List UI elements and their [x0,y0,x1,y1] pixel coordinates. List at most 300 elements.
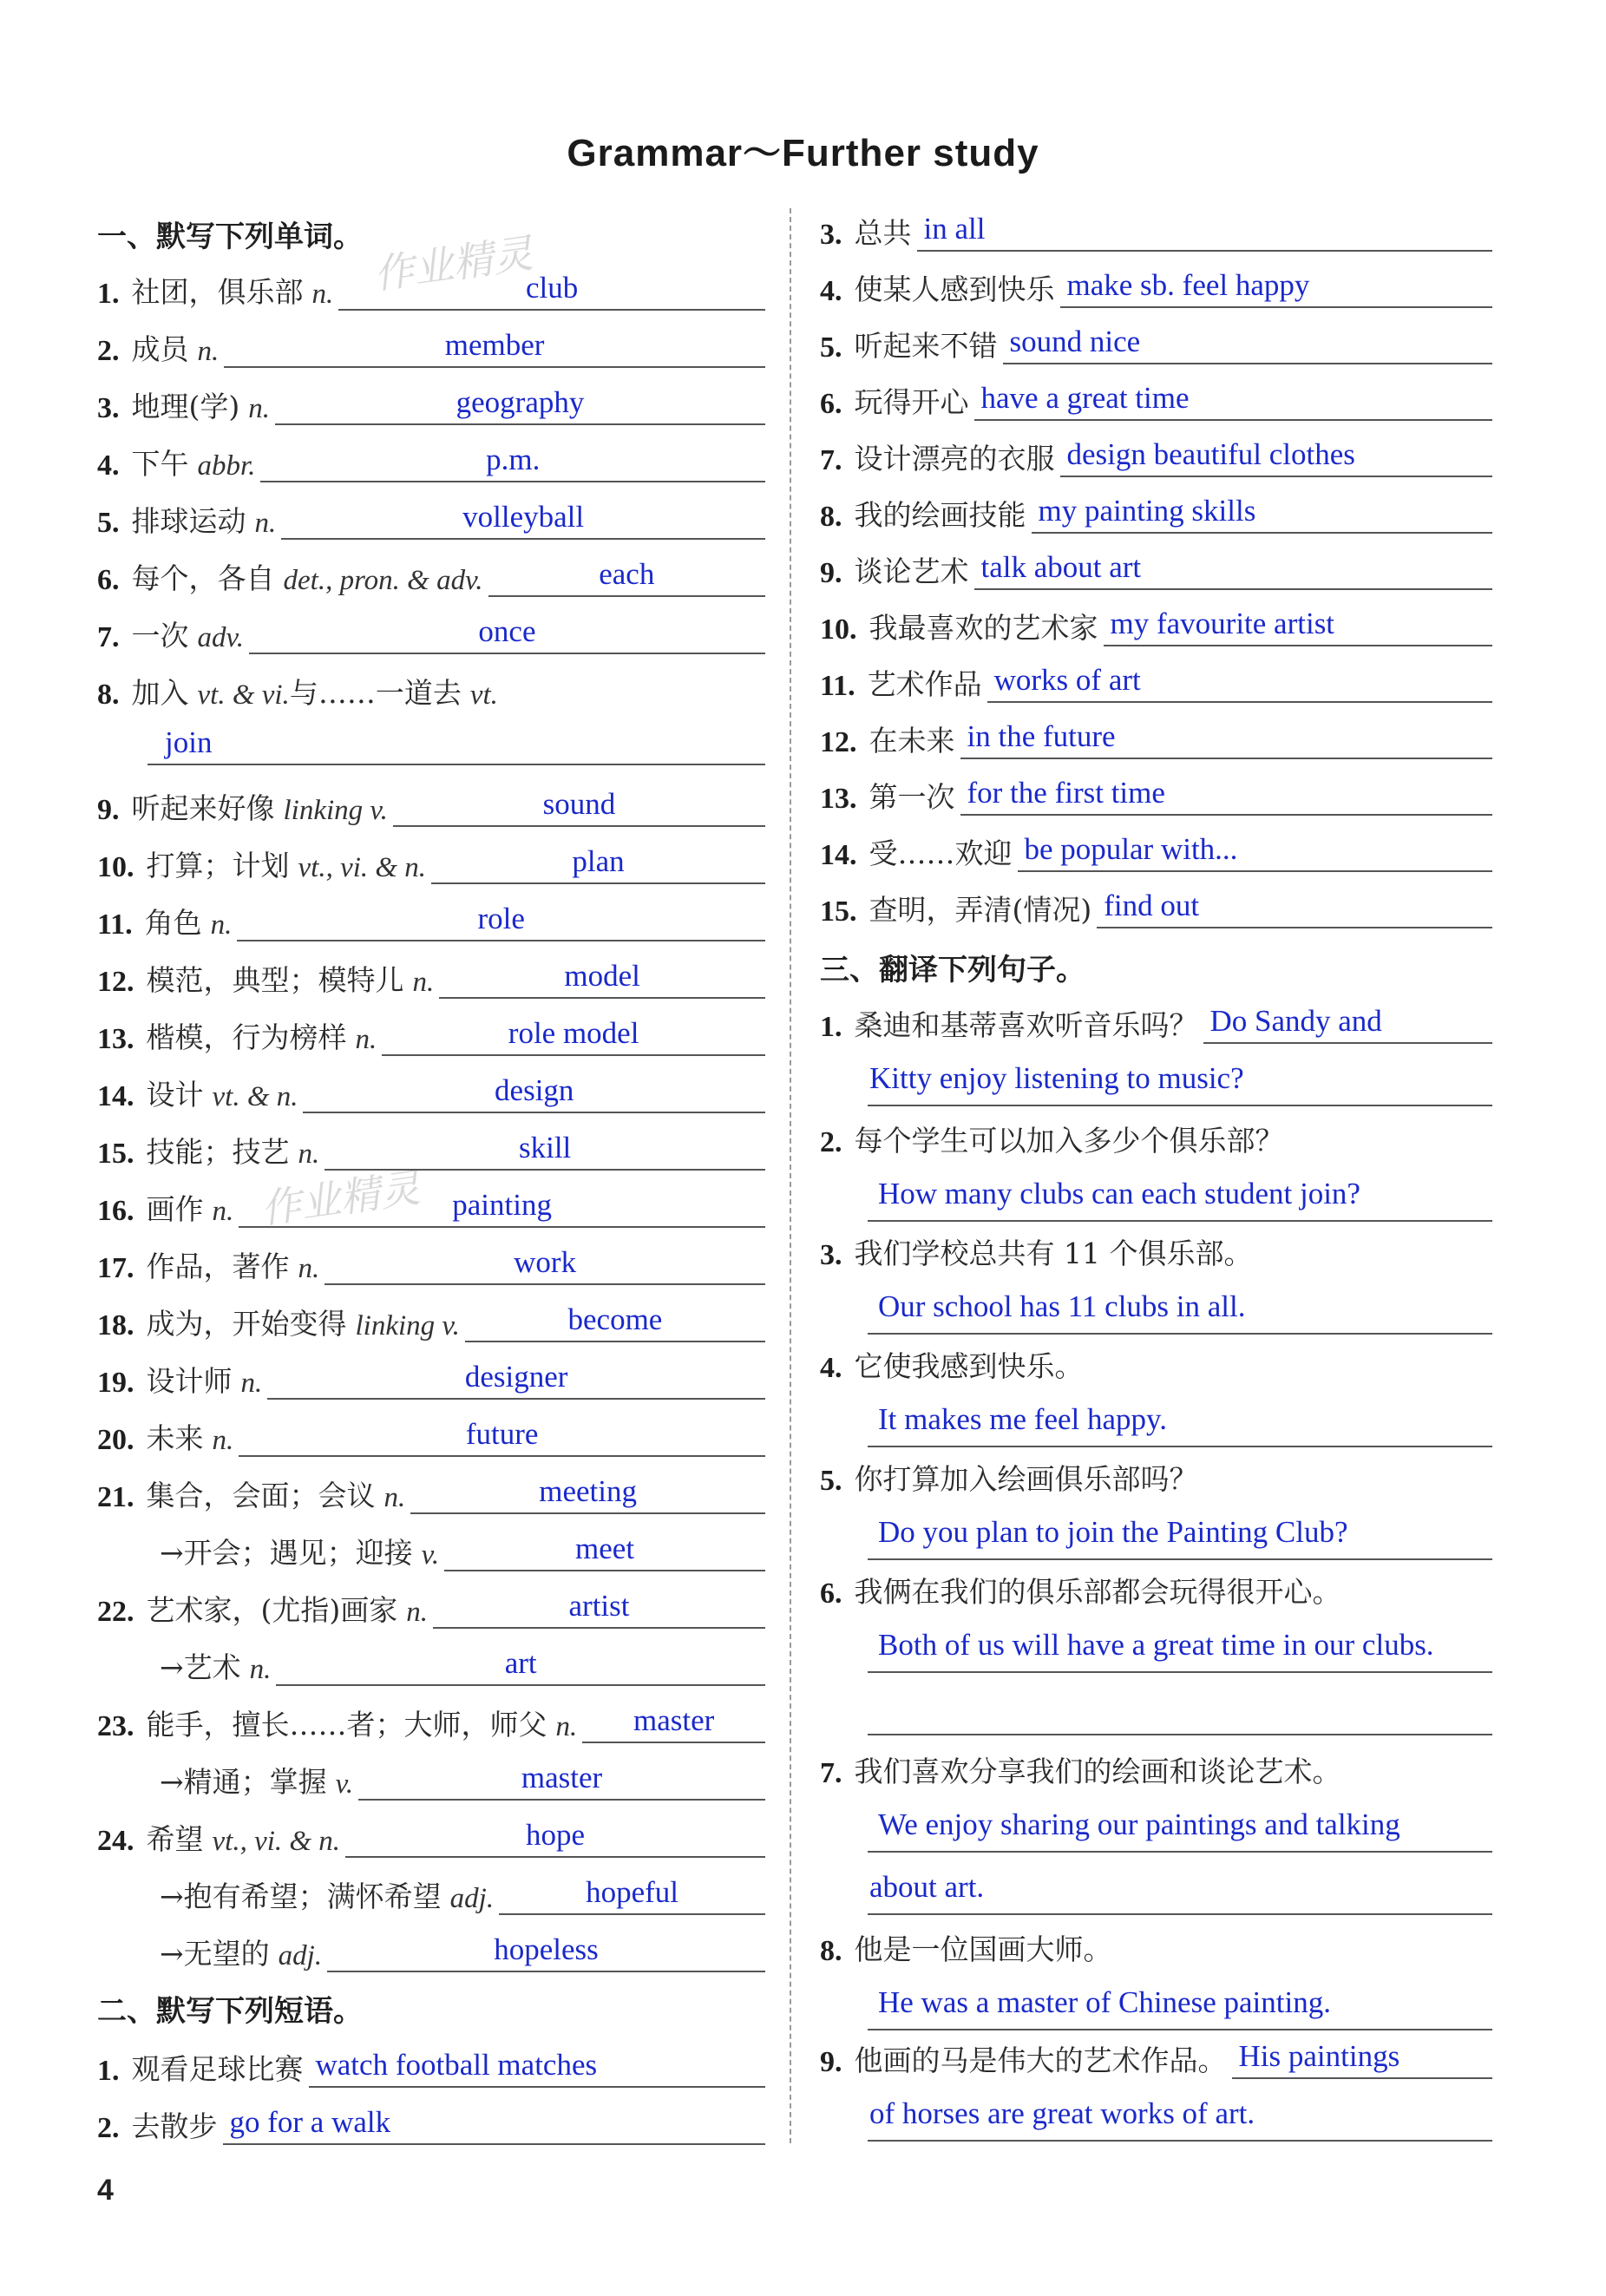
answer-text: hope [526,1818,586,1852]
chinese-prompt: 作品，著作 [146,1250,290,1283]
answer-text: for the first time [967,776,1165,810]
answer-blank[interactable] [324,1125,765,1171]
answer-text: watch football matches [315,2048,598,2082]
answer-blank[interactable] [303,1068,765,1113]
word-item [97,547,765,597]
sentence-prompt [820,1222,1492,1272]
answer-blank[interactable] [223,2100,766,2145]
word-item [97,1750,765,1801]
answer-blank[interactable] [974,376,1493,421]
part-of-speech: adj. [449,1883,495,1914]
item-number: 2. [97,2112,120,2144]
chinese-prompt: 我的绘画技能 [854,498,1026,532]
answer-blank[interactable] [960,714,1493,759]
chinese-prompt: 社团，俱乐部 [131,275,304,309]
chinese-prompt: 一次 [131,619,189,653]
answer-rule[interactable] [868,1851,1492,1853]
answer-text: master [633,1703,715,1737]
chinese-prompt: 下午 [131,447,189,481]
chinese-prompt: 未来 [146,1421,204,1455]
answer-blank[interactable] [1003,319,1493,364]
item-number: 6. [820,1578,842,1610]
part-of-speech: n. [248,393,270,424]
answer-blank[interactable] [960,771,1493,816]
item-number: 10. [97,851,134,883]
item-number: 2. [820,1126,842,1158]
part-of-speech: n. [406,1597,428,1628]
phrase-item [97,2037,765,2088]
answer-blank[interactable] [275,380,765,425]
item-number: 9. [820,557,842,589]
item-number: 8. [820,501,842,533]
item-number: 12. [820,726,857,758]
answer-sentence: Our school has 11 clubs in all. [878,1289,1246,1323]
word-item [97,1636,765,1686]
answer-blank[interactable] [327,1927,765,1972]
phrase-item [820,540,1492,590]
chinese-sentence: 它使我感到快乐。 [854,1349,1084,1383]
item-number: 9. [820,2046,842,2078]
phrase-item [820,596,1492,646]
answer-text: join [165,725,213,759]
answer-text: go for a walk [229,2105,391,2139]
answer-blank[interactable] [224,323,765,368]
part-of-speech: vt. & vi. [197,679,290,711]
answer-text: works of art [993,663,1141,697]
chinese-prompt: 希望 [146,1822,204,1856]
item-number: 14. [820,839,857,871]
answer-blank[interactable] [237,896,765,941]
answer-blank[interactable] [358,1755,765,1801]
word-item [97,604,765,654]
answer-blank[interactable] [382,1011,765,1056]
answer-text: plan [572,844,625,878]
answer-sentence: Do you plan to join the Painting Club? [878,1515,1348,1549]
item-number: 3. [97,392,120,424]
answer-sentence: It makes me feel happy. [878,1402,1168,1436]
answer-text: sound [542,787,616,821]
chinese-sentence: 我俩在我们的俱乐部都会玩得很开心。 [854,1575,1341,1609]
word-item [97,1922,765,1972]
part-of-speech: n. [212,1425,234,1456]
word-item [97,1349,765,1400]
part-of-speech: n. [311,279,334,310]
answer-sentence: He was a master of Chinese painting. [878,1985,1331,2019]
phrase-item [820,483,1492,534]
answer-sentence: of horses are great works of art. [869,2096,1255,2130]
word-item [97,834,765,884]
phrase-item [820,878,1492,928]
answer-sentence: Both of us will have a great time in our clubs. [878,1628,1434,1662]
phrase-item [820,765,1492,816]
section-heading-sentences: 三、翻译下列句子。 [820,953,1085,987]
chinese-prompt: 成员 [131,332,189,366]
item-number: 19. [97,1367,134,1399]
chinese-prompt-2: 与……一道去 [289,676,462,710]
answer-blank[interactable] [431,839,765,884]
answer-rule[interactable] [868,1913,1492,1915]
part-of-speech: vt. & n. [212,1081,298,1112]
answer-blank[interactable] [239,1183,765,1228]
item-number: 7. [820,1757,842,1789]
item-number: 14. [97,1080,134,1112]
page-number: 4 [97,2174,114,2207]
sentence-prompt [820,994,1492,1044]
answer-text: in all [923,212,986,246]
answer-blank[interactable] [239,1412,765,1457]
part-of-speech: det., pron. & adv. [283,565,483,596]
part-of-speech: v. [335,1768,354,1800]
answer-blank[interactable] [309,2043,766,2088]
item-number: 8. [820,1935,842,1967]
answer-text: role [477,902,525,935]
item-number: 12. [97,966,134,998]
answer-text: my painting skills [1038,494,1256,528]
item-number: 15. [820,895,857,928]
chinese-sentence: 他画的马是伟大的艺术作品。 [854,2043,1227,2077]
chinese-prompt: →艺术 [160,1650,241,1684]
answer-rule[interactable] [868,1734,1492,1735]
chinese-prompt: 谈论艺术 [854,554,969,588]
answer-text: hopeless [494,1932,599,1966]
phrase-item [820,314,1492,364]
watermark-logo: 作业精灵 [258,1164,423,1233]
phrase-item [820,201,1492,252]
answer-text: hopeful [586,1875,678,1909]
chinese-sentence: 每个学生可以加入多少个俱乐部？ [854,1124,1284,1158]
answer-text: model [564,959,640,993]
answer-text: design beautiful clothes [1066,437,1355,471]
answer-blank[interactable] [410,1469,765,1514]
word-item [97,318,765,368]
answer-text: each [599,557,655,591]
phrase-item [97,2095,765,2145]
item-number: 11. [820,670,855,702]
word-item [97,1865,765,1915]
chinese-prompt: →无望的 [160,1937,270,1971]
item-number: 5. [97,507,120,539]
answer-blank[interactable] [488,552,765,597]
answer-blank[interactable] [1032,489,1493,534]
answer-text: Do Sandy and [1209,1004,1382,1038]
sentence-prompt [820,2029,1492,2079]
item-number: 4. [820,1352,842,1384]
item-number: 16. [97,1195,134,1227]
answer-blank[interactable] [260,437,765,482]
chinese-prompt: 去散步 [131,2109,218,2143]
answer-sentence: We enjoy sharing our paintings and talking [878,1807,1400,1841]
item-number: 7. [97,621,120,653]
answer-text: member [444,328,545,362]
word-item [97,1521,765,1571]
item-number: 9. [97,794,120,826]
answer-blank[interactable] [499,1870,765,1915]
chinese-sentence: 他是一位国画大师。 [854,1932,1112,1966]
chinese-prompt: 加入 [131,676,189,710]
answer-text: in the future [967,719,1116,753]
answer-text: role model [508,1016,639,1050]
watermark-logo: 作业精灵 [370,229,536,298]
answer-text: His paintings [1238,2039,1400,2073]
item-number: 13. [820,783,857,815]
chinese-sentence: 我们学校总共有 11 个俱乐部。 [854,1237,1253,1270]
word-item [97,260,765,311]
answer-blank[interactable] [444,1526,765,1571]
chinese-prompt: 集合，会面；会议 [146,1479,376,1512]
part-of-speech: vt., vi. & n. [298,852,427,883]
answer-sentence: How many clubs can each student join? [878,1177,1360,1210]
sentence-prompt [820,1740,1492,1790]
answer-blank[interactable] [249,609,765,654]
answer-blank[interactable] [267,1355,765,1400]
part-of-speech: v. [421,1539,440,1571]
part-of-speech: adv. [197,622,244,653]
phrase-item [820,258,1492,308]
chinese-prompt: →抱有希望；满怀希望 [160,1879,442,1913]
part-of-speech: vt., vi. & n. [212,1826,341,1857]
part-of-speech: n. [249,1654,272,1685]
chinese-prompt: 画作 [146,1192,204,1226]
item-number: 6. [97,564,120,596]
item-number: 1. [97,278,120,310]
answer-text: make sb. feel happy [1066,268,1310,302]
chinese-sentence: 我们喜欢分享我们的绘画和谈论艺术。 [854,1755,1341,1788]
chinese-prompt: 查明，弄清(情况) [869,893,1092,927]
word-item [97,489,765,540]
answer-blank[interactable] [324,1240,765,1285]
answer-blank[interactable] [147,720,765,765]
chinese-prompt: 艺术家，(尤指)画家 [146,1593,398,1627]
answer-text: art [504,1646,537,1680]
sentence-prompt [820,1560,1492,1610]
part-of-speech: n. [555,1711,578,1742]
phrase-item [820,822,1492,872]
answer-text: future [465,1417,539,1451]
answer-blank[interactable] [1097,883,1492,928]
answer-text: master [521,1761,603,1794]
part-of-speech: n. [210,909,233,941]
chinese-sentence: 你打算加入绘画俱乐部吗？ [854,1462,1198,1496]
answer-text: meeting [539,1474,637,1508]
chinese-prompt: 设计漂亮的衣服 [854,442,1055,476]
answer-text: find out [1104,889,1200,922]
answer-text: talk about art [980,550,1142,584]
item-number: 20. [97,1424,134,1456]
word-item [97,661,498,712]
part-of-speech: linking v. [283,795,388,826]
part-of-speech: linking v. [355,1310,460,1342]
item-number: 7. [820,444,842,476]
word-item [97,1063,765,1113]
part-of-speech: adj. [278,1940,323,1971]
sentence-prompt [820,1109,1492,1159]
item-number: 5. [820,331,842,364]
answer-text: meet [575,1532,635,1565]
item-number: 5. [820,1465,842,1497]
answer-sentence: about art. [869,1870,985,1904]
answer-rule[interactable] [868,2140,1492,2142]
part-of-speech: n. [412,967,435,998]
answer-text: painting [452,1188,552,1222]
word-item [97,1292,765,1342]
answer-blank[interactable] [276,1641,765,1686]
item-number: 18. [97,1309,134,1342]
answer-blank[interactable] [345,1813,765,1858]
answer-line [147,715,765,765]
word-item [97,777,765,827]
answer-blank[interactable] [465,1297,765,1342]
answer-text: club [525,271,579,305]
answer-blank[interactable] [917,207,1493,252]
answer-blank[interactable] [1232,2034,1493,2079]
part-of-speech: n. [298,1253,320,1284]
answer-text: design [495,1073,574,1107]
item-number: 17. [97,1252,134,1284]
chinese-prompt: 在未来 [869,724,955,758]
item-number: 4. [820,275,842,307]
item-number: 10. [820,613,857,646]
item-number: 6. [820,388,842,420]
chinese-prompt: 每个，各自 [131,561,275,595]
answer-text: my favourite artist [1110,607,1335,640]
answer-text: skill [518,1131,572,1164]
chinese-prompt: 使某人感到快乐 [854,272,1055,306]
item-number: 11. [97,909,133,941]
answer-text: have a great time [980,381,1190,415]
chinese-prompt: 楷模，行为榜样 [146,1020,347,1054]
answer-blank[interactable] [1104,601,1493,646]
word-item [97,375,765,425]
part-of-speech: n. [254,508,277,539]
sentence-prompt [820,1918,1492,1968]
word-item [97,1006,765,1056]
item-number: 8. [97,679,120,711]
answer-blank[interactable] [439,954,765,999]
answer-text: volleyball [462,500,585,534]
answer-blank[interactable] [987,658,1492,703]
answer-blank[interactable] [974,545,1493,590]
answer-text: p.m. [486,443,541,476]
chinese-prompt: 角色 [144,906,202,940]
chinese-prompt: 玩得开心 [854,385,969,419]
word-item [97,891,765,941]
chinese-prompt: 成为，开始变得 [146,1307,347,1341]
word-item [97,1693,765,1743]
answer-text: geography [456,385,585,419]
phrase-item [820,371,1492,421]
answer-text: be popular with... [1024,832,1238,866]
answer-blank[interactable] [281,495,765,540]
chinese-prompt: 听起来好像 [131,791,275,825]
answer-blank[interactable] [1060,432,1493,477]
part-of-speech: n. [383,1482,406,1513]
item-number: 22. [97,1596,134,1628]
chinese-prompt: 打算；计划 [146,849,290,882]
item-number: 3. [820,1239,842,1271]
part-of-speech: abbr. [197,450,256,482]
answer-blank[interactable] [1060,263,1493,308]
answer-blank[interactable] [393,782,765,827]
answer-blank[interactable] [1203,999,1493,1044]
word-item [97,1178,765,1228]
chinese-sentence: 桑迪和基蒂喜欢听音乐吗？ [854,1008,1198,1042]
part-of-speech: n. [355,1024,377,1055]
answer-text: become [567,1302,663,1336]
chinese-prompt: 观看足球比赛 [131,2052,304,2086]
answer-rule[interactable] [868,1105,1492,1106]
answer-text: work [514,1245,577,1279]
chinese-prompt: 设计 [146,1078,204,1112]
item-number: 1. [820,1011,842,1043]
item-number: 3. [820,219,842,251]
chinese-prompt: 受……欢迎 [869,836,1013,870]
chinese-prompt: 总共 [854,216,912,250]
chinese-prompt: 能手，擅长……者；大师，师父 [146,1708,547,1742]
chinese-prompt: 我最喜欢的艺术家 [869,611,1098,645]
word-item [97,1578,765,1629]
answer-text: sound nice [1009,325,1141,358]
word-item [97,948,765,999]
item-number: 4. [97,449,120,482]
chinese-prompt: 排球运动 [131,504,246,538]
item-number: 15. [97,1138,134,1170]
answer-blank[interactable] [338,266,765,311]
answer-blank[interactable] [433,1584,765,1629]
answer-rule[interactable] [868,1671,1492,1673]
sentence-prompt [820,1335,1492,1385]
item-number: 1. [97,2055,120,2087]
chinese-prompt: 听起来不错 [854,329,998,363]
chinese-prompt: 技能；技艺 [146,1135,290,1169]
part-of-speech-2: vt. [469,679,498,711]
answer-blank[interactable] [1018,827,1493,872]
word-item [97,432,765,482]
item-number: 21. [97,1481,134,1513]
chinese-prompt: 模范，典型；模特儿 [146,963,404,997]
word-item [97,1235,765,1285]
phrase-item [820,427,1492,477]
part-of-speech: n. [212,1196,234,1227]
answer-blank[interactable] [582,1698,765,1743]
answer-text: designer [464,1360,568,1394]
chinese-prompt: 地理(学) [131,390,240,423]
item-number: 13. [97,1023,134,1055]
chinese-prompt: 艺术作品 [867,667,982,701]
chinese-prompt: →精通；掌握 [160,1765,327,1799]
column-divider [790,208,791,2143]
answer-text: artist [568,1589,630,1623]
answer-text: once [478,614,536,648]
part-of-speech: n. [197,336,220,367]
chinese-prompt: →开会；遇见；迎接 [160,1536,413,1570]
section-heading-words: 一、默写下列单词。 [97,220,363,254]
phrase-item [820,709,1492,759]
page-title: Grammar～Further study [567,132,1039,174]
chinese-prompt: 第一次 [869,780,955,814]
phrase-item [820,653,1492,703]
word-item [97,1120,765,1171]
part-of-speech: n. [240,1368,263,1399]
item-number: 24. [97,1825,134,1857]
section-heading-phrases: 二、默写下列短语。 [97,1994,363,2029]
answer-sentence: Kitty enjoy listening to music? [869,1061,1244,1095]
part-of-speech: n. [298,1138,320,1170]
word-item [97,1807,765,1858]
word-item [97,1407,765,1457]
word-item [97,1464,765,1514]
sentence-prompt [820,1447,1492,1498]
item-number: 23. [97,1710,134,1742]
